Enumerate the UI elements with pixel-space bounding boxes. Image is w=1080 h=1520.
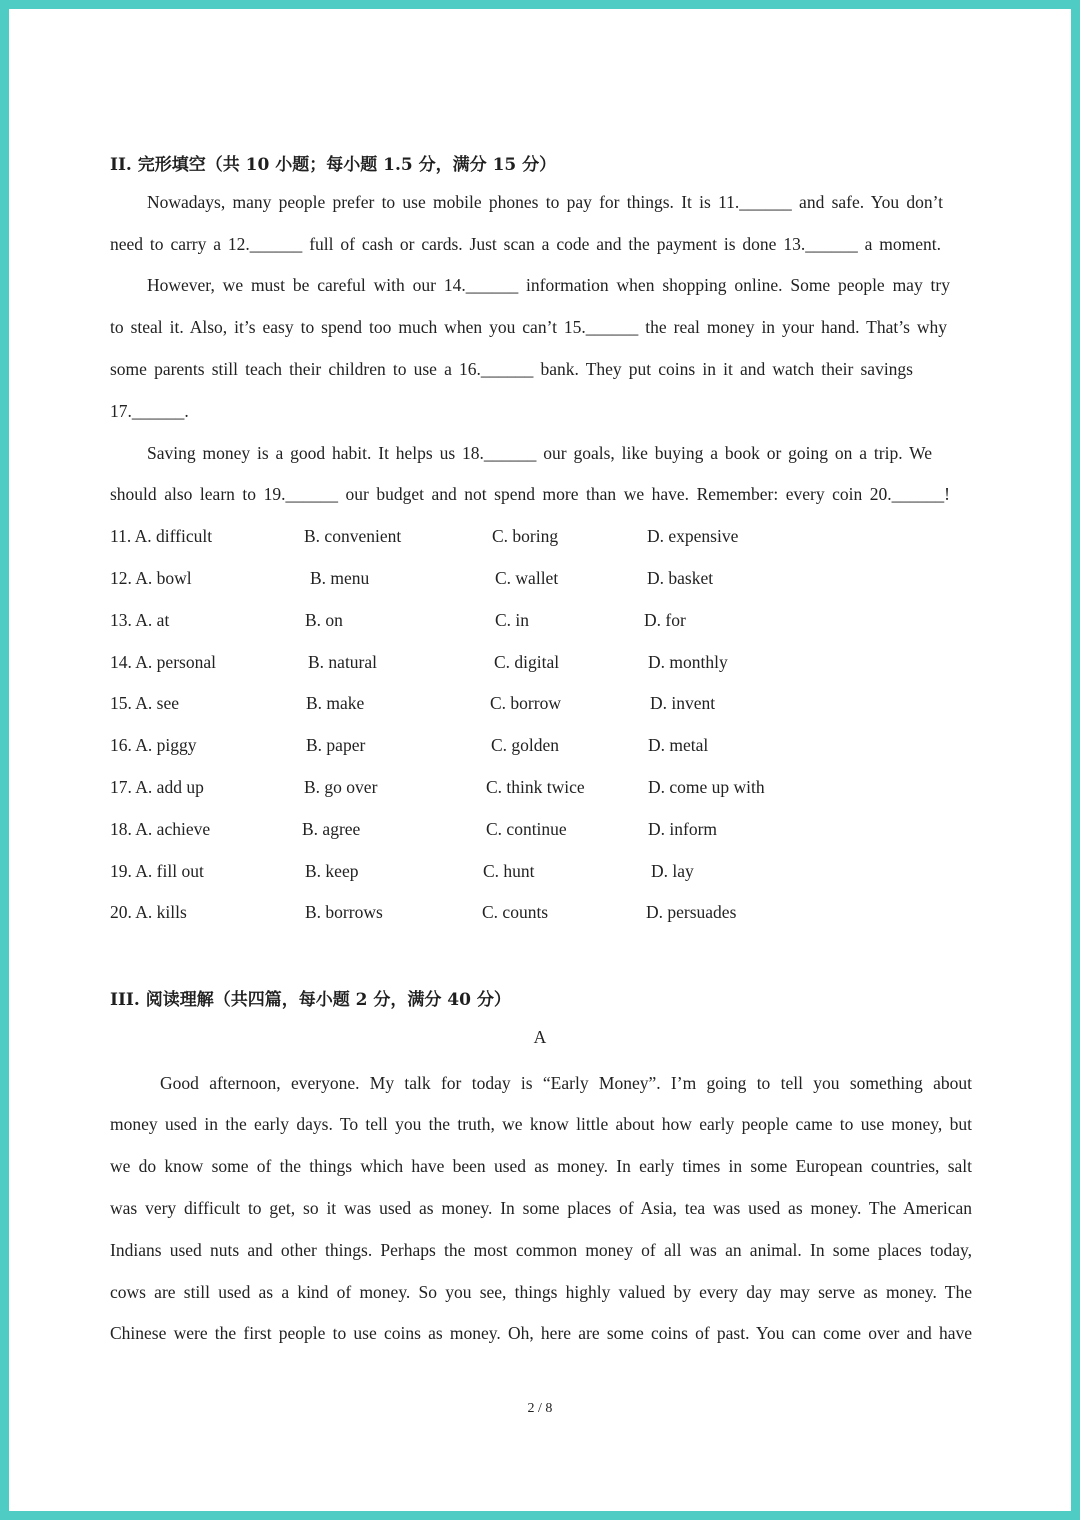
option-d: D. expensive <box>647 526 739 546</box>
option-a: 15. A. see <box>110 693 180 713</box>
option-c: C. counts <box>482 902 549 922</box>
option-b: B. go over <box>304 777 378 797</box>
option-b: B. borrows <box>305 902 383 922</box>
option-c: C. borrow <box>490 693 561 713</box>
option-c: C. think twice <box>486 777 585 797</box>
reading-line: cows are still used as a kind of money. So you see, things highly valued by every day may serve as money. The <box>110 1282 972 1302</box>
option-d: D. invent <box>650 693 716 713</box>
cloze-line: to steal it. Also, it’s easy to spend too much when you can’t 15.______ the real money in your hand. That’s why <box>110 317 947 337</box>
option-d: D. basket <box>647 568 714 588</box>
option-a: 17. A. add up <box>110 777 204 797</box>
reading-line: we do know some of the things which have been used as money. In early times in some European countries, salt <box>110 1156 972 1176</box>
cloze-line: should also learn to 19.______ our budget and not spend more than we have. Remember: every coin 20.______! <box>110 484 950 504</box>
option-d: D. inform <box>648 819 718 839</box>
option-b: B. on <box>305 610 343 630</box>
option-a: 20. A. kills <box>110 902 187 922</box>
option-a: 12. A. bowl <box>110 568 192 588</box>
passage-label: A <box>533 1027 547 1047</box>
option-a: 11. A. difficult <box>110 526 213 546</box>
option-d: D. for <box>644 610 686 630</box>
option-b: B. natural <box>308 652 378 672</box>
option-b: B. agree <box>302 819 361 839</box>
option-a: 13. A. at <box>110 610 170 630</box>
option-b: B. make <box>306 693 365 713</box>
option-a: 18. A. achieve <box>110 819 211 839</box>
option-a: 19. A. fill out <box>110 861 204 881</box>
reading-line: Indians used nuts and other things. Perhaps the most common money of all was an animal. In some places today, <box>110 1240 972 1260</box>
option-c: C. boring <box>492 526 559 546</box>
reading-line: Chinese were the first people to use coins as money. Oh, here are some coins of past. You can come over and have <box>110 1323 972 1343</box>
reading-line: Good afternoon, everyone. My talk for today is “Early Money”. I’m going to tell you something about <box>160 1073 972 1093</box>
option-d: D. persuades <box>646 902 737 922</box>
cloze-line: However, we must be careful with our 14.______ information when shopping online. Some people may try <box>147 275 950 295</box>
cloze-line: 17.______. <box>110 401 189 421</box>
cloze-line: need to carry a 12.______ full of cash or cards. Just scan a code and the payment is done 13.______ a moment. <box>110 234 941 254</box>
reading-line: was very difficult to get, so it was used as money. In some places of Asia, tea was used as money. The American <box>110 1198 972 1218</box>
section-2-heading: II. 完形填空（共 10 小题；每小题 1.5 分，满分 15 分） <box>110 155 557 175</box>
option-b: B. menu <box>310 568 370 588</box>
option-b: B. keep <box>305 861 359 881</box>
option-a: 16. A. piggy <box>110 735 197 755</box>
cloze-line: Saving money is a good habit. It helps us 18.______ our goals, like buying a book or going on a trip. We <box>147 443 932 463</box>
cloze-line: Nowadays, many people prefer to use mobile phones to pay for things. It is 11.______ and safe. You don’t <box>147 192 943 212</box>
option-c: C. digital <box>494 652 560 672</box>
page-number: 2 / 8 <box>527 1401 553 1416</box>
option-d: D. come up with <box>648 777 765 797</box>
section-3-heading: III. 阅读理解（共四篇，每小题 2 分，满分 40 分） <box>110 990 511 1010</box>
option-c: C. golden <box>491 735 560 755</box>
option-b: B. paper <box>306 735 366 755</box>
option-c: C. continue <box>486 819 567 839</box>
option-d: D. monthly <box>648 652 728 672</box>
option-a: 14. A. personal <box>110 652 216 672</box>
cloze-line: some parents still teach their children to use a 16.______ bank. They put coins in it and watch their savings <box>110 359 913 379</box>
option-c: C. wallet <box>495 568 559 588</box>
reading-line: money used in the early days. To tell you the truth, we know little about how early people came to use money, but <box>110 1114 972 1134</box>
option-d: D. lay <box>651 861 694 881</box>
option-d: D. metal <box>648 735 709 755</box>
option-b: B. convenient <box>304 526 402 546</box>
option-c: C. in <box>495 610 530 630</box>
option-c: C. hunt <box>483 861 535 881</box>
